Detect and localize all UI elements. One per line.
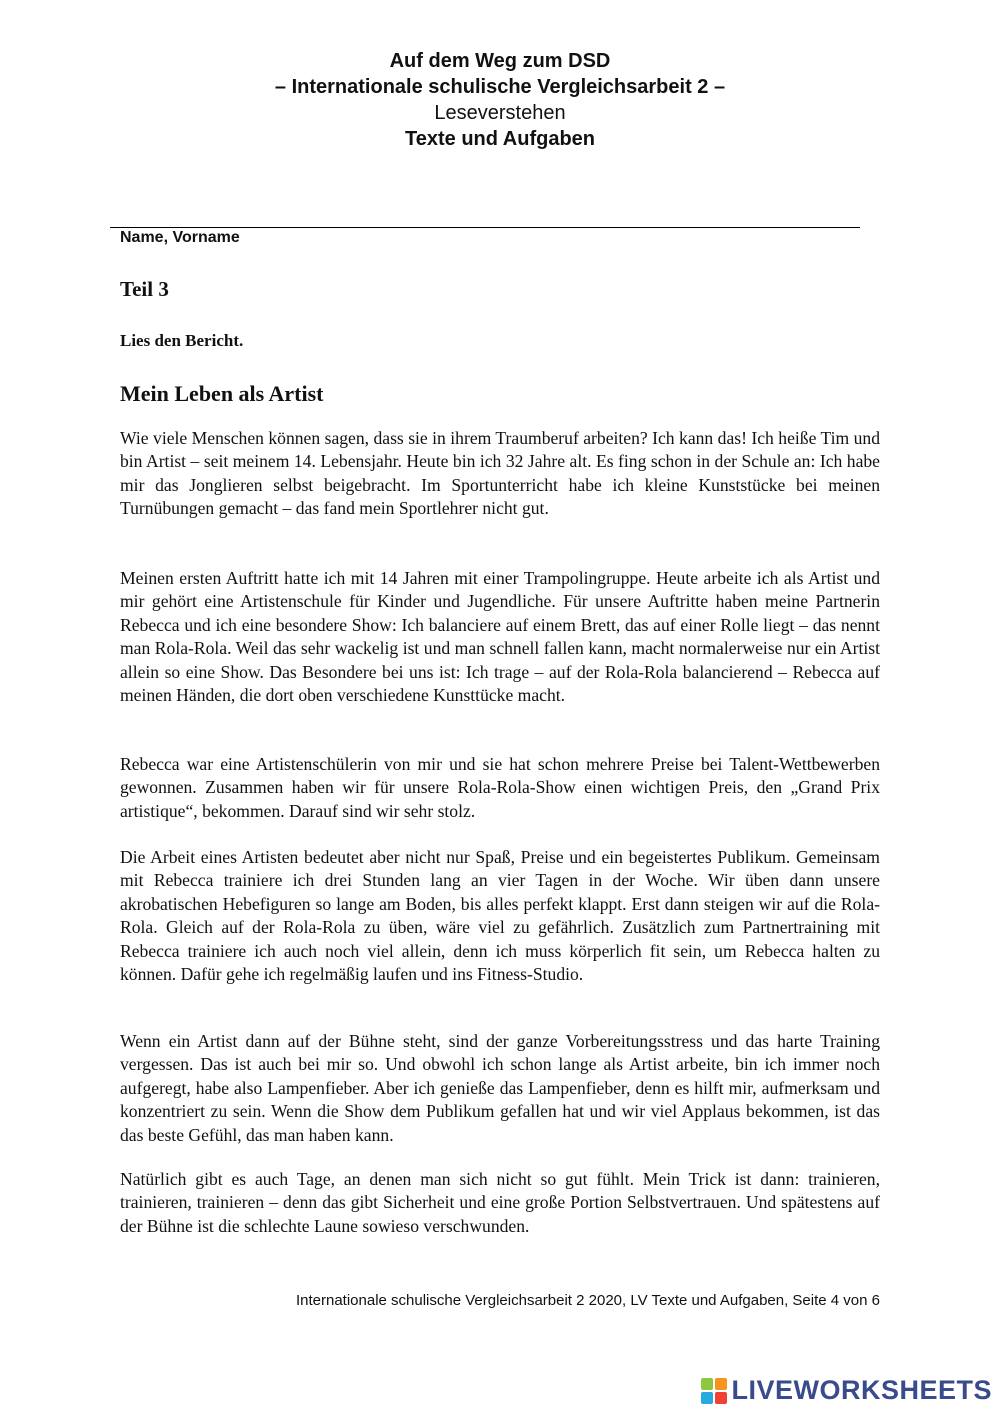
name-writing-line[interactable] [110,227,860,228]
section-heading: Teil 3 [120,277,169,301]
liveworksheets-logo-icon [701,1378,727,1404]
article-paragraph-6: Natürlich gibt es auch Tage, an denen man sich nicht so gut fühlt. Mein Trick ist dann: trainieren, trainieren, trainieren – denn das gibt Sicherheit und eine große Portion Selbstvertrauen. Und spätestens auf der Bühne ist die schlechte Laune sowieso verschwunden. [120,1169,880,1236]
name-label: Name, Vorname [120,229,240,246]
header-subtitle: – Internationale schulische Vergleichsarbeit 2 – [274,76,726,98]
liveworksheets-brand[interactable] [701,1375,992,1406]
header-section-type: Texte und Aufgaben [405,128,595,150]
instruction-text: Lies den Bericht. [120,331,244,350]
article-title: Mein Leben als Artist [120,381,324,406]
page-footer: Internationale schulische Vergleichsarbeit 2 2020, LV Texte und Aufgaben, Seite 4 von 6 [295,1292,880,1309]
header-skill: Leseverstehen [434,102,566,124]
article-paragraph-2: Meinen ersten Auftritt hatte ich mit 14 Jahren mit einer Trampolingruppe. Heute arbeite ich als Artist und mir gehört eine Artistenschule für Kinder und Jugendliche. Für unsere Auftritte haben meine Partnerin Rebecca und ich eine besondere Show: Ich balanciere auf einem Brett, das auf einer Rolle liegt – das nennt man Rola-Rola. Weil das sehr wackelig ist und man schnell fallen kann, macht normalerweise nur ein Artist allein so eine Show. Das Besondere bei uns ist: Ich trage – auf der Rola-Rola balancierend – Rebecca auf meinen Händen, die dort oben verschiedene Kunsttücke macht. [120,568,880,706]
article-paragraph-4: Die Arbeit eines Artisten bedeutet aber nicht nur Spaß, Preise und ein begeistertes Publikum. Gemeinsam mit Rebecca trainiere ich drei Stunden lang an vier Tagen in der Woche. Wir üben dann unsere akrobatischen Hebefiguren so lange am Boden, bis alles perfekt klappt. Erst dann steigen wir auf die Rola-Rola. Gleich auf der Rola-Rola zu üben, wäre viel zu gefährlich. Zusätzlich zum Partnertraining mit Rebecca trainiere ich auch noch viel allein, denn ich muss körperlich fit sein, um Rebecca halten zu können. Dafür gehe ich regelmäßig laufen und ins Fitness-Studio. [120,847,880,985]
article-paragraph-3: Rebecca war eine Artistenschülerin von mir und sie hat schon mehrere Preise bei Talent-Wettbewerben gewonnen. Zusammen haben wir für unsere Rola-Rola-Show einen wichtigen Preis, den „Grand Prix artistique“, bekommen. Darauf sind wir sehr stolz. [120,754,880,821]
article-paragraph-1: Wie viele Menschen können sagen, dass sie in ihrem Traumberuf arbeiten? Ich kann das! Ich heiße Tim und bin Artist – seit meinem 14. Lebensjahr. Heute bin ich 32 Jahre alt. Es fing schon in der Schule an: Ich habe mir das Jonglieren selbst beigebracht. Im Sportunterricht habe ich kleine Kunststücke bei meinen Turnübungen gemacht – das fand mein Sportlehrer nicht gut. [120,428,880,519]
brand-text: LIVEWORKSHEETS [731,1375,992,1405]
document-header [0,48,1000,152]
header-title: Auf dem Weg zum DSD [389,50,611,72]
article-paragraph-5: Wenn ein Artist dann auf der Bühne steht, sind der ganze Vorbereitungsstress und das harte Training vergessen. Das ist auch bei mir so. Und obwohl ich schon lange als Artist arbeite, bin ich immer noch aufgeregt, habe also Lampenfieber. Aber ich genieße das Lampenfieber, denn es hilft mir, aufmerksam und konzentriert zu sein. Wenn die Show dem Publikum gefallen hat und wir viel Applaus bekommen, ist das das beste Gefühl, das man haben kann. [120,1031,880,1145]
